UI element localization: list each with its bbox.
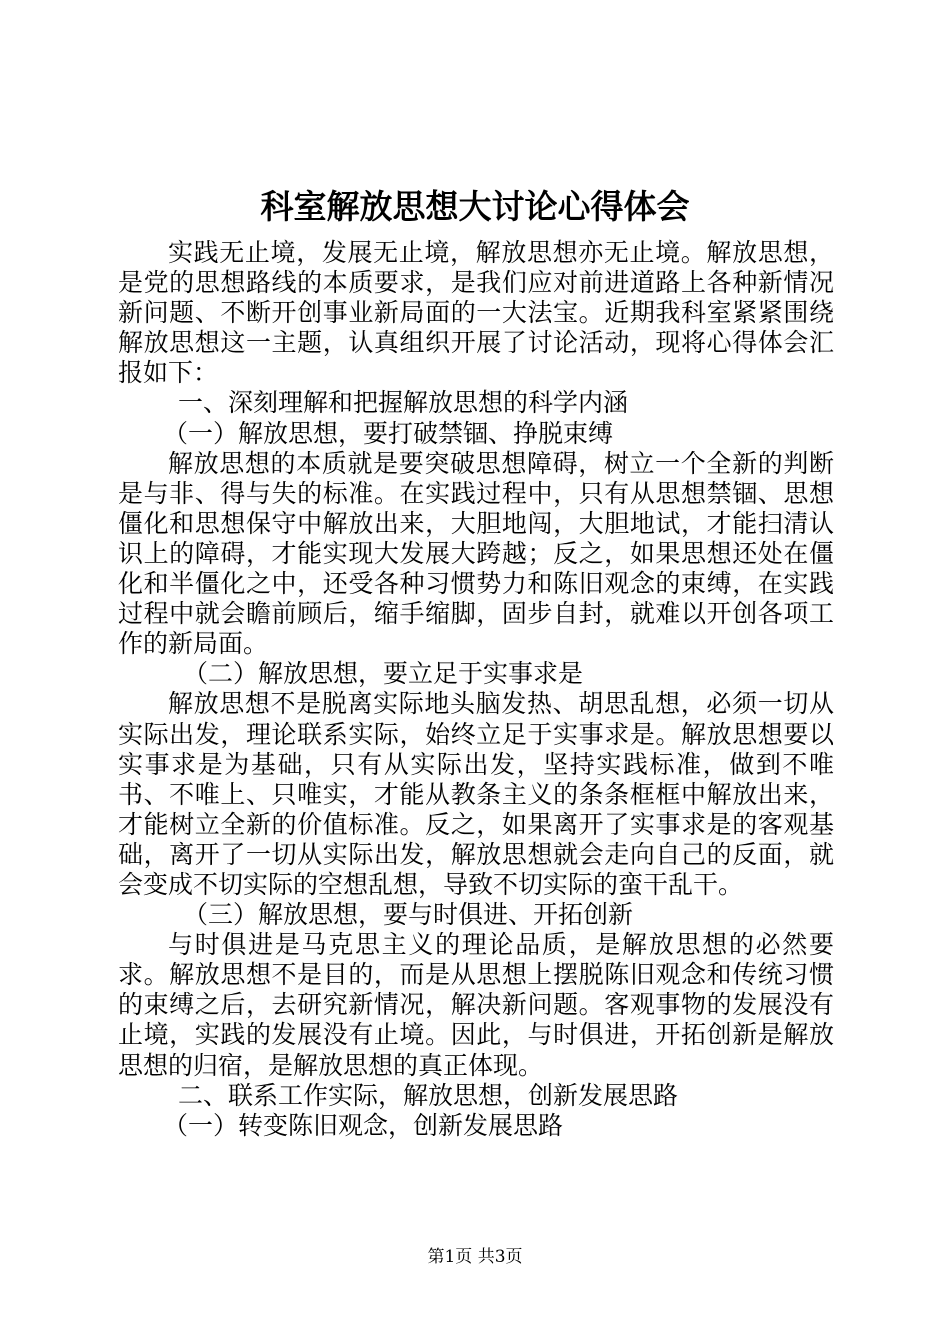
subsection-heading-1-3: （三）解放思想，要与时俱进、开拓创新 [183, 900, 634, 930]
subsection-heading-2-1: （一）转变陈旧观念，创新发展思路 [163, 1110, 564, 1140]
section-heading-1: 一、深刻理解和把握解放思想的科学内涵 [178, 388, 629, 418]
page-footer: 第1页 共3页 [427, 1247, 523, 1267]
body-paragraph-1-1: 解放思想的本质就是要突破思想障碍，树立一个全新的判断是与非、得与失的标准。在实践过程中，只有从思想禁锢、思想僵化和思想保守中解放出来，大胆地闯，大胆地试，才能扫清认识上的障碍，才能实现大发展大跨越；反之，如果思想还处在僵化和半僵化之中，还受各种习惯势力和陈旧观念的束缚，在实践过程中就会瞻前顾后，缩手缩脚，固步自封，就难以开创各项工作的新局面。 [118, 448, 834, 659]
document-title: 科室解放思想大讨论心得体会 [260, 187, 690, 226]
subsection-heading-1-1: （一）解放思想，要打破禁锢、挣脱束缚 [163, 418, 614, 448]
body-paragraph-1-3: 与时俱进是马克思主义的理论品质，是解放思想的必然要求。解放思想不是目的，而是从思想上摆脱陈旧观念和传统习惯的束缚之后，去研究新情况，解决新问题。客观事物的发展没有止境，实践的发展没有止境。因此，与时俱进，开拓创新是解放思想的归宿，是解放思想的真正体现。 [118, 930, 834, 1080]
subsection-heading-1-2: （二）解放思想，要立足于实事求是 [183, 659, 584, 689]
document-body [118, 238, 834, 1141]
body-paragraph-1-2: 解放思想不是脱离实际地头脑发热、胡思乱想，必须一切从实际出发，理论联系实际，始终立足于实事求是。解放思想要以实事求是为基础，只有从实际出发，坚持实践标准，做到不唯书、不唯上、只唯实，才能从教条主义的条条框框中解放出来，才能树立全新的价值标准。反之，如果离开了实事求是的客观基础，离开了一切从实际出发，解放思想就会走向自己的反面，就会变成不切实际的空想乱想，导致不切实际的蛮干乱干。 [118, 689, 834, 899]
intro-paragraph: 实践无止境，发展无止境，解放思想亦无止境。解放思想，是党的思想路线的本质要求，是我们应对前进道路上各种新情况新问题、不断开创事业新局面的一大法宝。近期我科室紧紧围绕解放思想这一主题，认真组织开展了讨论活动，现将心得体会汇报如下： [118, 238, 834, 388]
section-heading-2: 二、联系工作实际，解放思想，创新发展思路 [178, 1080, 679, 1110]
